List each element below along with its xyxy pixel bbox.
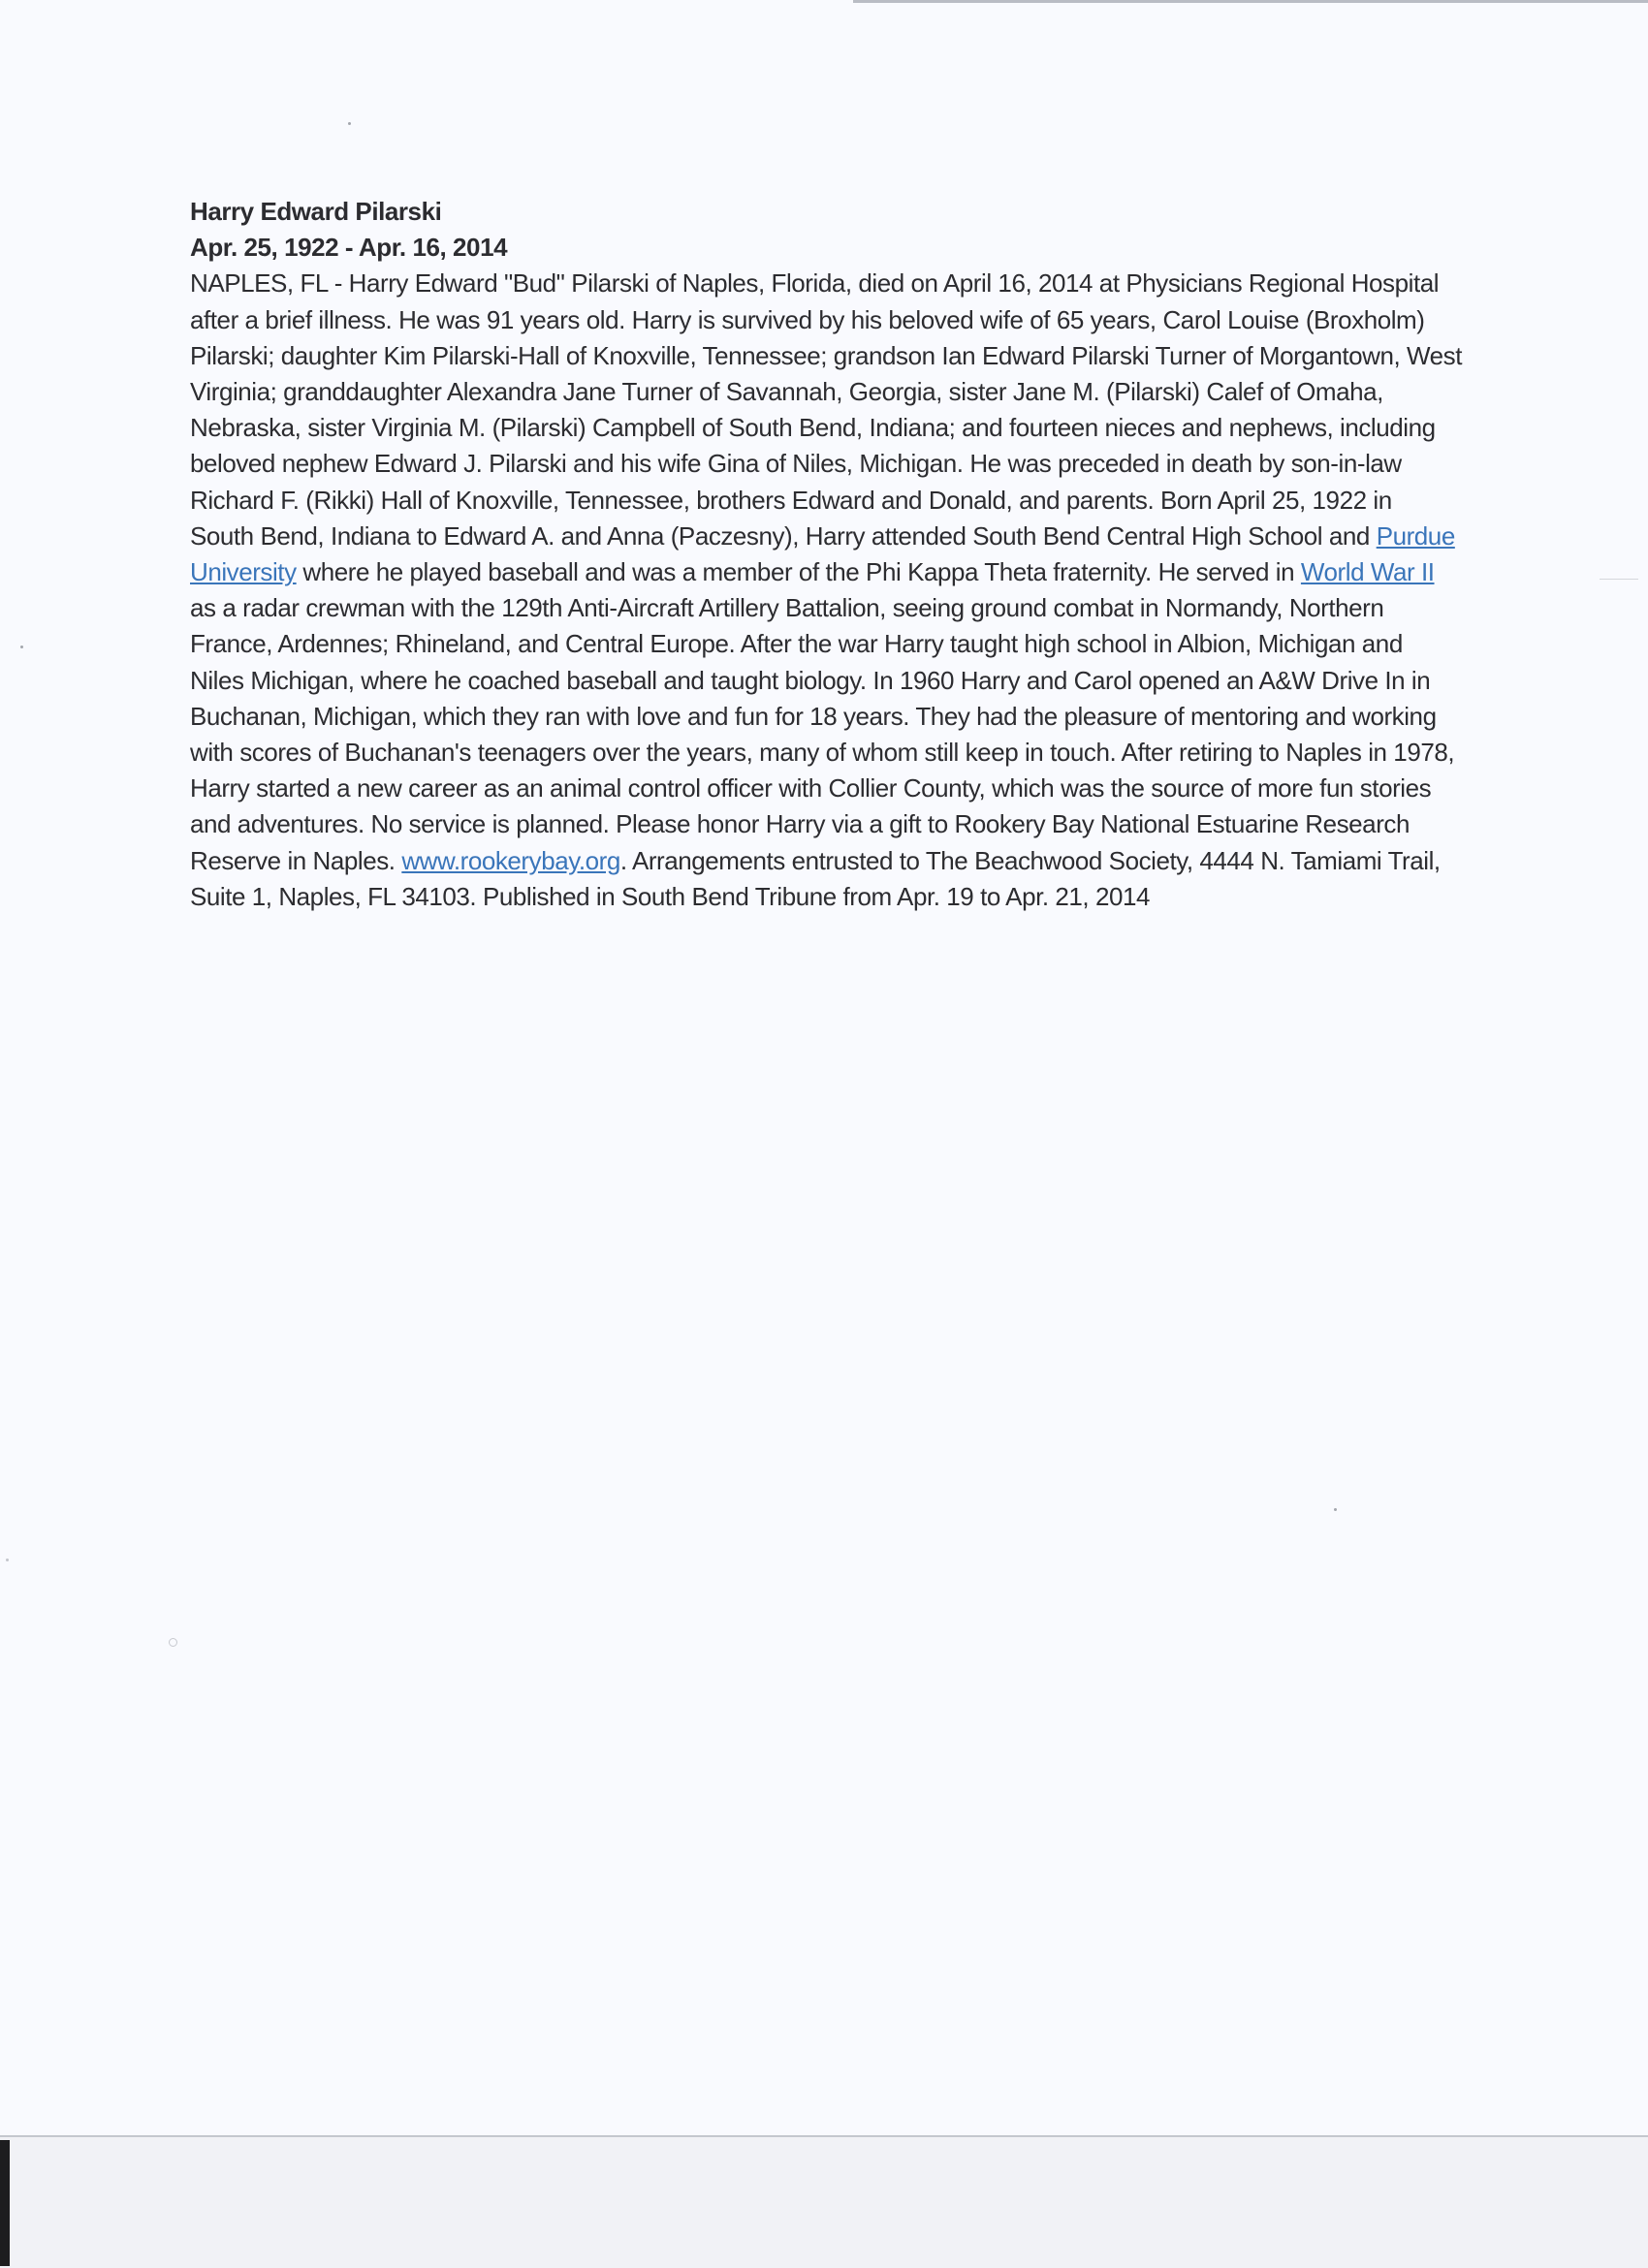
obituary-dates: Apr. 25, 1922 - Apr. 16, 2014: [190, 233, 508, 263]
scan-bottom-left-edge: [0, 2140, 10, 2266]
obituary-text-part: NAPLES, FL - Harry Edward "Bud" Pilarski of Naples, Florida, died on April 16, 2014 at Physicians Regional Hospital after a brief illness. He was 91 years old. Harry is survived by his beloved wife of 65 years, Carol Louise (Broxholm) Pilarski; daughter Kim Pilarski-Hall of Knoxville, Tennessee; grandson Ian Edward Pilarski Turner of Morgantown, West Virginia; granddaughter Alexandra Jane Turner of Savannah, Georgia, sister Jane M. (Pilarski) Calef of Omaha, Nebraska, sister Virginia M. (Pilarski) Campbell of South Bend, Indiana; and fourteen nieces and nephews, including beloved nephew Edward J. Pilarski and his wife Gina of Niles, Michigan. He was preceded in death by son-in-law Richard F. (Rikki) Hall of Knoxville, Tennessee, brothers Edward and Donald, and parents. Born April 25, 1922 in South Bend, Indiana to Edward A. and Anna (Paczesny), Harry attended South Bend Central High School and: [190, 268, 1463, 551]
scan-ring-mark: [169, 1638, 177, 1647]
obituary: [190, 194, 1462, 915]
scan-speck: [20, 646, 23, 648]
scan-bottom-band: [0, 2135, 1648, 2268]
obituary-text-part: as a radar crewman with the 129th Anti-Aircraft Artillery Battalion, seeing ground combat in Normandy, Northern France, Ardennes; Rhineland, and Central Europe. After the war Harry taught high school in Albion, Michigan and Niles Michigan, where he coached baseball and taught biology. In 1960 Harry and Carol opened an A&W Drive In in Buchanan, Michigan, which they ran with love and fun for 18 years. They had the pleasure of mentoring and working with scores of Buchanan's teenagers over the years, many of whom still keep in touch. After retiring to Naples in 1978, Harry started a new career as an animal control officer with Collier County, which was the source of more fun stories and adventures. No service is planned. Please honor Harry via a gift to Rookery Bay National Estuarine Research Reserve in Naples.: [190, 593, 1455, 875]
obituary-text-part: where he played baseball and was a member of the Phi Kappa Theta fraternity. He served in: [296, 557, 1301, 587]
rookerybay-website-link[interactable]: www.rookerybay.org: [401, 845, 620, 875]
obituary-body: [190, 266, 1462, 915]
purdue-university-link[interactable]: Purdue University: [190, 520, 1455, 587]
scan-speck: [348, 122, 351, 125]
scan-margin-mark: [1600, 579, 1638, 580]
obituary-name: Harry Edward Pilarski: [190, 197, 442, 226]
world-war-ii-link[interactable]: World War II: [1300, 557, 1435, 587]
scan-speck: [6, 1559, 9, 1561]
scan-top-edge: [853, 0, 1648, 3]
scan-speck: [1334, 1508, 1337, 1511]
obituary-text-part: . Arrangements entrusted to The Beachwood Society, 4444 N. Tamiami Trail, Suite 1, Naples, FL 34103. Published in South Bend Tribune from Apr. 19 to Apr. 21, 2014: [190, 845, 1441, 911]
